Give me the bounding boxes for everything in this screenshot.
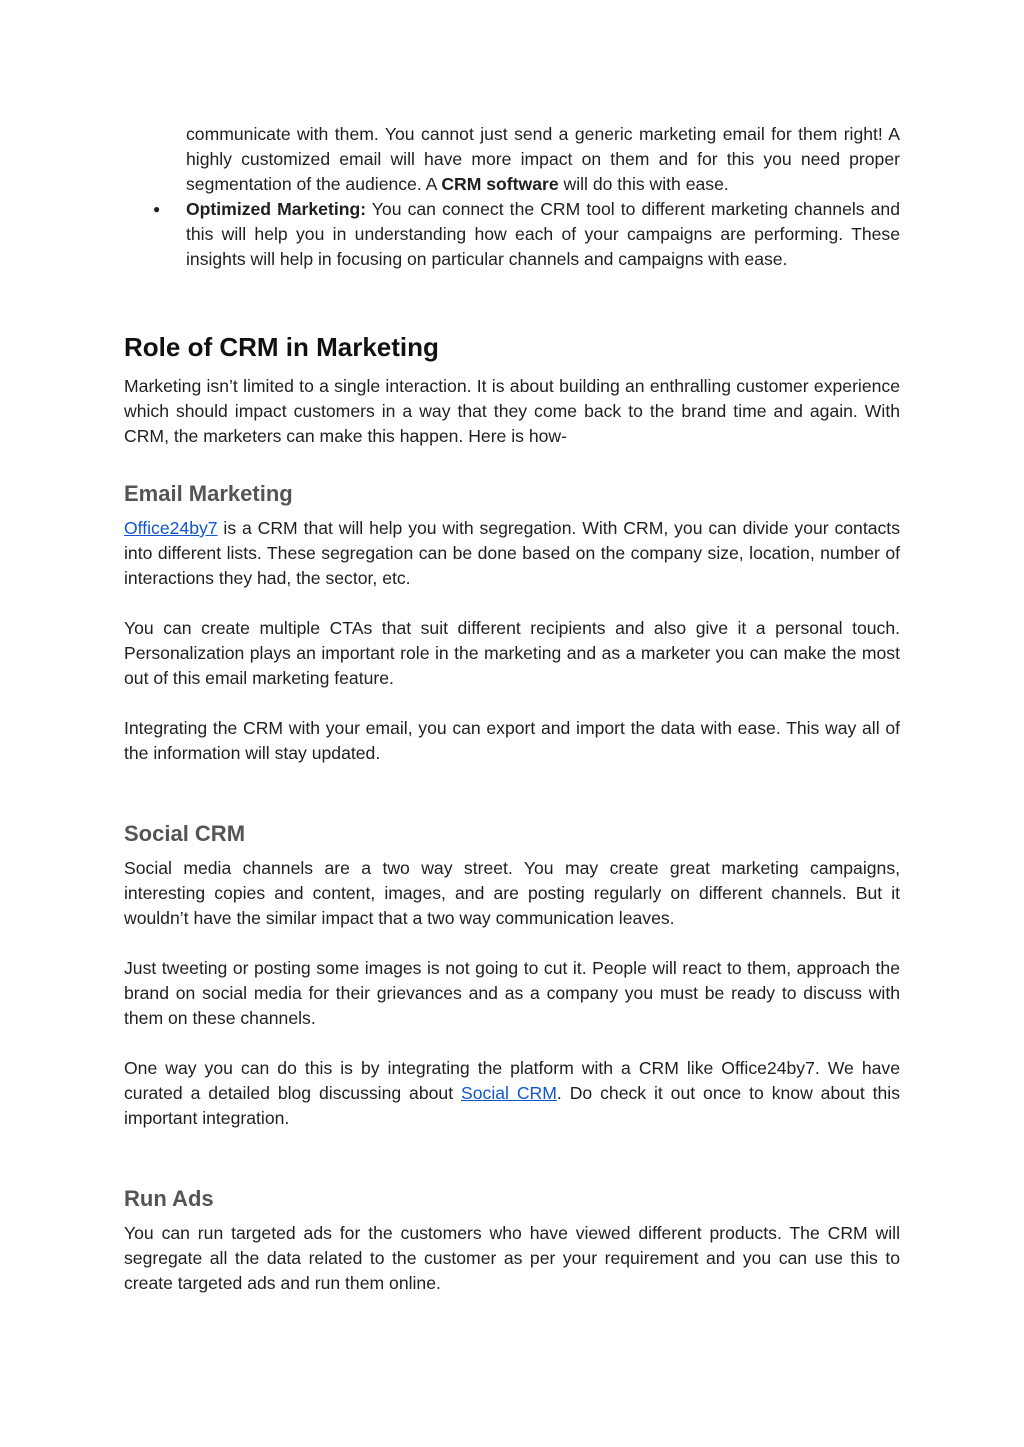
ads-paragraph-1: You can run targeted ads for the customers who have viewed different products. The CRM will segregate all the data related to the customer as per your requirement and you can use this to create targeted ads and run them online. xyxy=(124,1223,900,1293)
bullet-continuation xyxy=(186,122,900,197)
email-p1-text: is a CRM that will help you with segregation. With CRM, you can divide your contacts into different lists. These segregation can be done based on the company size, location, number of interactions they had, the sector, etc. xyxy=(124,518,900,588)
continuation-text: communicate with them. You cannot just send a generic marketing email for them right! A highly customized email will have more impact on them and for this you need proper segmentation of the audience. A xyxy=(186,124,900,194)
social-p3-start: One way you can do this is by integrating the platform with a CRM like Office24by7. We have curated a detailed blog discussing about xyxy=(124,1058,900,1103)
bullet-list xyxy=(186,122,900,272)
document-content xyxy=(124,122,900,1296)
social-crm-link[interactable]: Social CRM xyxy=(461,1083,557,1103)
bullet-title: Optimized Marketing: xyxy=(186,199,367,219)
social-paragraph-2: Just tweeting or posting some images is not going to cut it. People will react to them, approach the brand on social media for their grievances and as a company you must be ready to discuss with them on these channels. xyxy=(124,958,900,1028)
social-paragraph-1: Social media channels are a two way street. You may create great marketing campaigns, interesting copies and content, images, and are posting regularly on different channels. But it wouldn’t have the similar impact that a two way communication leaves. xyxy=(124,858,900,928)
social-p3-end: . Do check it out once to know about this important integration. xyxy=(124,1083,900,1128)
social-paragraph-3 xyxy=(124,1056,900,1131)
bullet-text: You can connect the CRM tool to different marketing channels and this will help you in understanding how each of your campaigns are performing. These insights will help in focusing on particular channels and campaigns with ease. xyxy=(186,199,900,269)
office24by7-link[interactable]: Office24by7 xyxy=(124,518,218,538)
continuation-end: will do this with ease. xyxy=(558,174,729,194)
email-paragraph-3: Integrating the CRM with your email, you can export and import the data with ease. This way all of the information will stay updated. xyxy=(124,718,900,763)
role-heading: Role of CRM in Marketing xyxy=(124,332,439,362)
role-paragraph: Marketing isn’t limited to a single interaction. It is about building an enthralling customer experience which should impact customers in a way that they come back to the brand time and again. With CRM, the marketers can make this happen. Here is how- xyxy=(124,376,900,446)
crm-software-bold: CRM software xyxy=(441,174,559,194)
run-ads-heading: Run Ads xyxy=(124,1186,214,1211)
email-paragraph-1 xyxy=(124,516,900,591)
email-paragraph-2: You can create multiple CTAs that suit different recipients and also give it a personal touch. Personalization plays an important role in the marketing and as a marketer you can make the most out of this email marketing feature. xyxy=(124,618,900,688)
bullet-optimized-marketing xyxy=(186,197,900,272)
social-crm-heading: Social CRM xyxy=(124,821,246,846)
email-marketing-heading: Email Marketing xyxy=(124,481,293,506)
